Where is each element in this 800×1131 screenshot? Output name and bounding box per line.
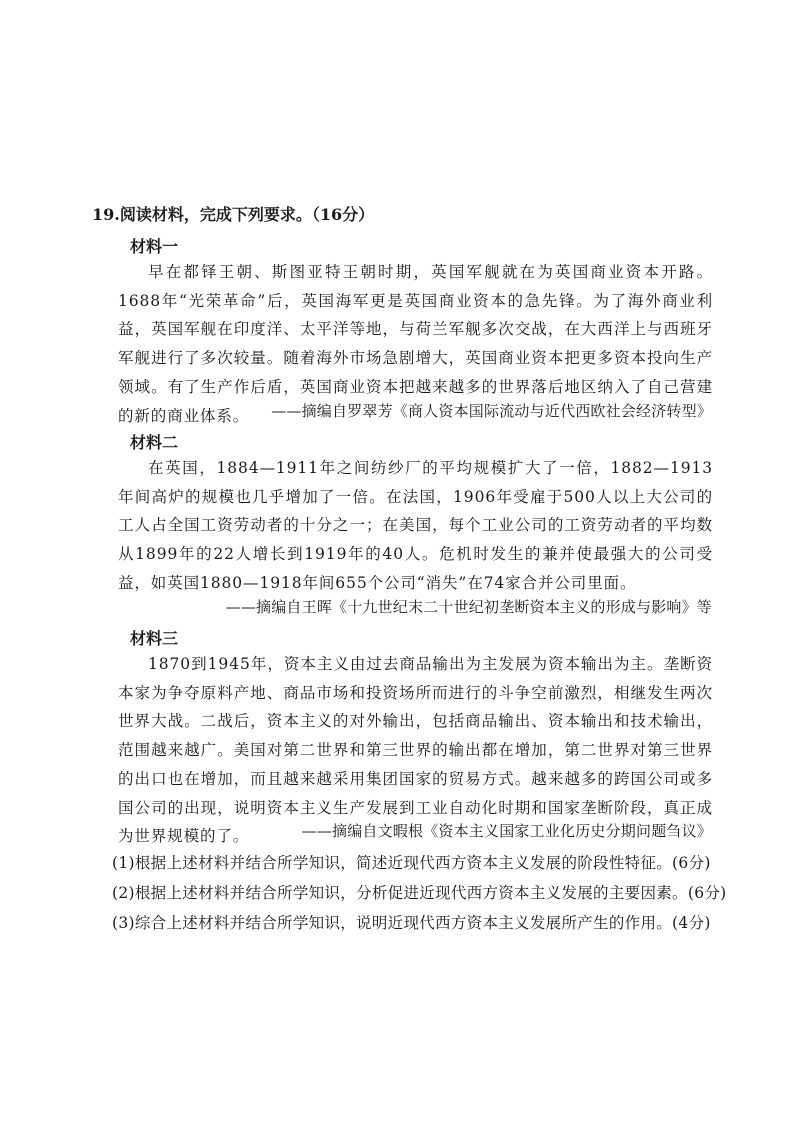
material-3-source: ——摘编自文暇根《资本主义国家工业化历史分期问题刍议》 (301, 822, 712, 840)
task-3: (3)综合上述材料并结合所学知识，说明近现代西方资本主义发展所产生的作用。(4分) (112, 914, 711, 932)
question-title: 19.阅读材料，完成下列要求。（16分） (92, 205, 375, 224)
material-2-source: ——摘编自王晖《十九世纪末二十世纪初垄断资本主义的形成与影响》等 (225, 598, 712, 616)
task-1: (1)根据上述材料并结合所学知识，简述近现代西方资本主义发展的阶段性特征。(6分) (112, 854, 711, 872)
material-1-label: 材料一 (130, 237, 179, 256)
task-2: (2)根据上述材料并结合所学知识，分析促进近现代西方资本主义发展的主要因素。(6分) (112, 884, 727, 902)
material-1-text: 早在都铎王朝、斯图亚特王朝时期，英国军舰就在为英国商业资本开路。1688年“光荣革命”后，英国海军更是英国商业资本的急先锋。为了海外商业利益，英国军舰在印度洋、太平洋等地，与荷兰军舰多次交战，在大西洋上与西班牙军舰进行了多次较量。随着海外市场急剧增大，英国商业资本把更多资本投向生产领域。有了生产作后盾，英国商业资本把越来越多的世界落后地区纳入了自己营建的新的商业体系。 (118, 263, 713, 425)
material-1-source: ——摘编自罗翠芳《商人资本国际流动与近代西欧社会经济转型》 (271, 402, 712, 420)
material-2-text: 在英国，1884—1911年之间纺纱厂的平均规模扩大了一倍，1882—1913年间高炉的规模也几乎增加了一倍。在法国，1906年受雇于500人以上大公司的工人占全国工资劳动者的十分之一；在美国，每个工业公司的工资劳动者的平均数从1899年的22人增长到1919年的40人。危机时发生的兼并使最强大的公司受益，如英国1880—1918年间655个公司“消失”在74家合并公司里面。 (118, 459, 713, 592)
material-3-text: 1870到1945年，资本主义由过去商品输出为主发展为资本输出为主。垄断资本家为争夺原料产地、商品市场和投资场所而进行的斗争空前激烈，相继发生两次世界大战。二战后，资本主义的对外输出，包括商品输出、资本输出和技术输出，范围越来越广。美国对第二世界和第三世界的输出都在增加，第二世界对第三世界的出口也在增加，而且越来越采用集团国家的贸易方式。越来越多的跨国公司或多国公司的出现，说明资本主义生产发展到工业自动化时期和国家垄断阶段，真正成为世界规模的了。 (118, 655, 713, 846)
material-2-label: 材料二 (130, 433, 179, 452)
material-3-label: 材料三 (130, 629, 179, 648)
